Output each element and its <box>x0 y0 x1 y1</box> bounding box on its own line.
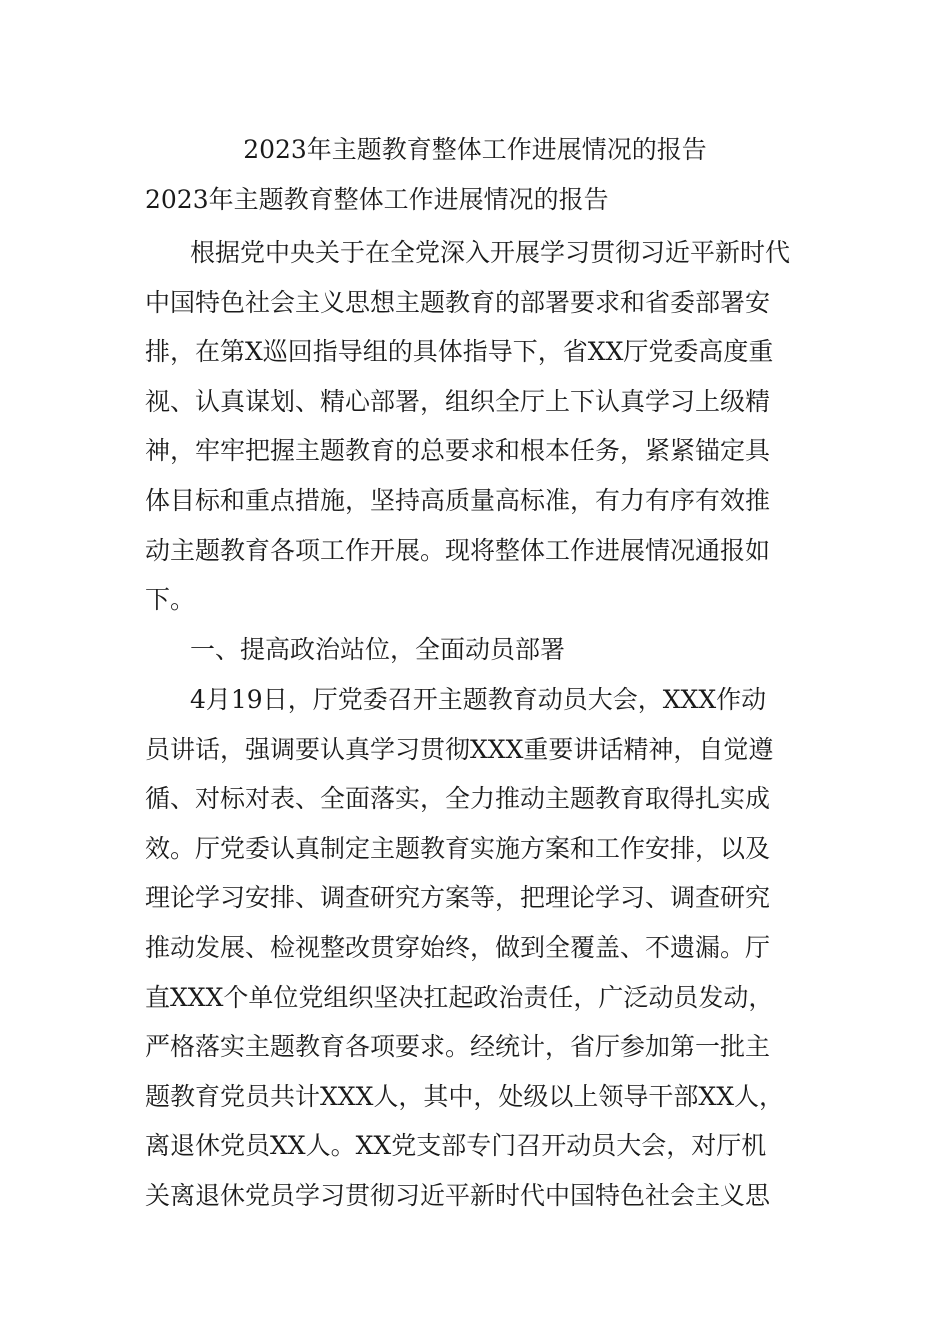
paragraph-line: 题教育党员共计XXX人，其中，处级以上领导干部XX人， <box>145 1081 784 1111</box>
paragraph-line: 理论学习安排、调查研究方案等，把理论学习、调查研究 <box>145 883 771 913</box>
paragraph-line: 严格落实主题教育各项要求。经统计，省厅参加第一批主 <box>145 1032 771 1062</box>
paragraph-line: 神，牢牢把握主题教育的总要求和根本任务，紧紧锚定具 <box>145 436 771 466</box>
paragraph-line: 关离退休党员学习贯彻习近平新时代中国特色社会主义思 <box>145 1180 771 1210</box>
paragraph-line: 4月19日，厅党委召开主题教育动员大会，XXX作动 <box>190 685 767 714</box>
paragraph-line: 员讲话，强调要认真学习贯彻XXX重要讲话精神，自觉遵 <box>145 734 774 764</box>
paragraph-line: 循、对标对表、全面落实，全力推动主题教育取得扎实成 <box>145 784 771 814</box>
paragraph-line: 动主题教育各项工作开展。现将整体工作进展情况通报如 <box>145 535 771 565</box>
paragraph-line: 中国特色社会主义思想主题教育的部署要求和省委部署安 <box>145 287 771 317</box>
document-subtitle: 2023年主题教育整体工作进展情况的报告 <box>145 185 609 214</box>
paragraph-line: 排，在第X巡回指导组的具体指导下，省XX厅党委高度重 <box>145 337 774 367</box>
paragraph-line: 根据党中央关于在全党深入开展学习贯彻习近平新时代 <box>190 238 791 267</box>
section-1-heading-block <box>145 625 810 675</box>
paragraph-line: 推动发展、检视整改贯穿始终，做到全覆盖、不遗漏。厅 <box>145 932 771 962</box>
paragraph-line: 下。 <box>145 585 196 615</box>
document-title: 2023年主题教育整体工作进展情况的报告 <box>243 135 707 164</box>
paragraph-line: 体目标和重点措施，坚持高质量高标准，有力有序有效推 <box>145 485 771 515</box>
section-heading: 一、提高政治站位，全面动员部署 <box>190 635 566 664</box>
paragraph-line: 效。厅党委认真制定主题教育实施方案和工作安排，以及 <box>145 833 771 863</box>
paragraph-line: 视、认真谋划、精心部署，组织全厅上下认真学习上级精 <box>145 386 771 416</box>
intro-paragraph <box>145 228 810 625</box>
section-1-paragraph <box>145 675 810 1221</box>
paragraph-line: 离退休党员XX人。XX党支部专门召开动员大会，对厅机 <box>145 1131 767 1161</box>
paragraph-line: 直XXX个单位党组织坚决扛起政治责任，广泛动员发动， <box>145 982 774 1012</box>
